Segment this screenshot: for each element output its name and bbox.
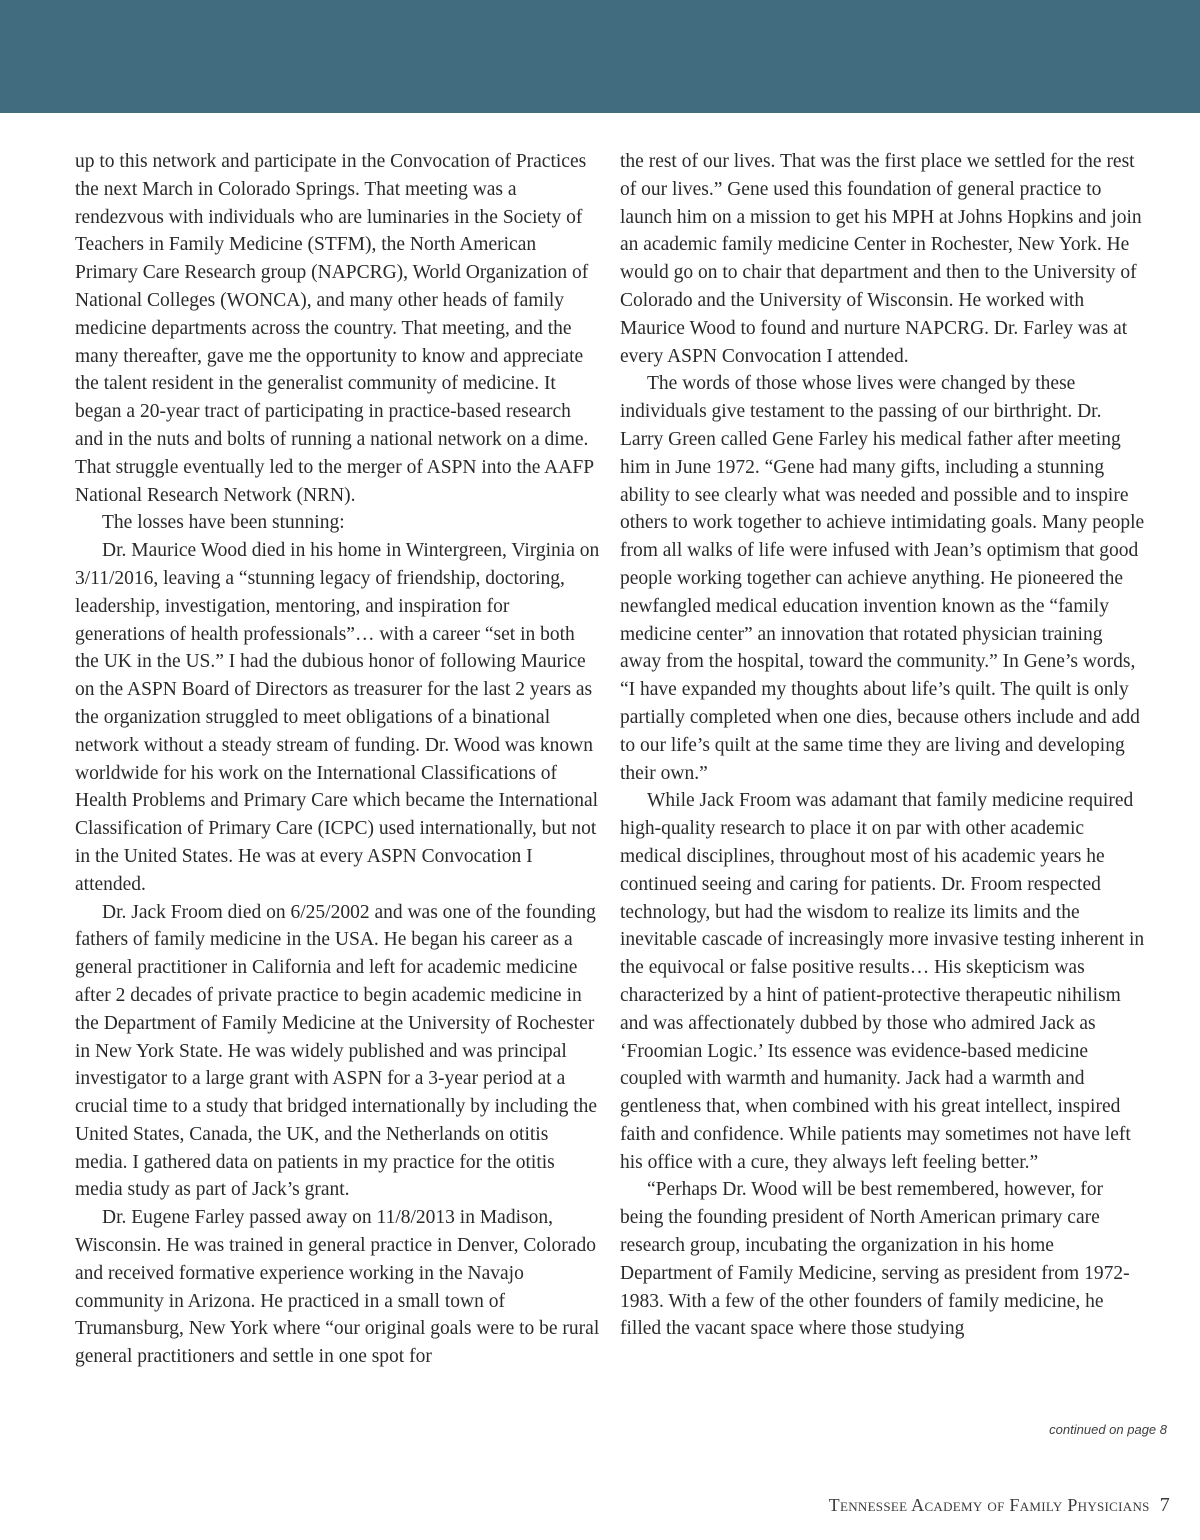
header-band (0, 0, 1200, 113)
continued-note: continued on page 8 (1049, 1422, 1167, 1437)
left-column (75, 148, 600, 1371)
page-footer (829, 1494, 1170, 1517)
paragraph: “Perhaps Dr. Wood will be best remembered, however, for being the founding president of North American primary care research group, incubating the organization in his home Department of Family Medicine, serving as president from 1972-1983. With a few of the other founders of family medicine, he filled the vacant space where those studying (620, 1179, 1130, 1340)
page-number: 7 (1159, 1494, 1170, 1516)
publication-name: Tennessee Academy of Family Physicians (828, 1495, 1150, 1515)
paragraph: The losses have been stunning: (102, 512, 345, 534)
paragraph: The words of those whose lives were changed by these individuals give testament to the passing of our birthright. Dr. Larry Green called Gene Farley his medical father after meeting him in June 1972. “Gene had many gifts, including a stunning ability to see clearly what was needed and possible and to inspire others to work together to achieve intimidating goals. Many people from all walks of life were infused with Jean’s optimism that good people working together can achieve anything. He pioneered the newfangled medical education invention known as the “family medicine center” an innovation that rotated physician training away from the hospital, toward the community.” In Gene’s words, “I have expanded my thoughts about life’s quilt. The quilt is only partially completed when one dies, because others include and add to our life’s quilt at the same time they are living and developing their own.” (620, 373, 1145, 784)
paragraph: Dr. Jack Froom died on 6/25/2002 and was one of the founding fathers of family medicine in the USA. He began his career as a general practitioner in California and left for academic medicine after 2 decades of private practice to begin academic medicine in the Department of Family Medicine at the University of Rochester in New York State. He was widely published and was principal investigator to a large grant with ASPN for a 3-year period at a crucial time to a study that bridged internationally by including the United States, Canada, the UK, and the Netherlands on otitis media. I gathered data on patients in my practice for the otitis media study as part of Jack’s grant. (75, 901, 598, 1201)
paragraph: the rest of our lives. That was the first place we settled for the rest of our lives.” Gene used this foundation of general practice to launch him on a mission to get his MPH at Johns Hopkins and join an academic family medicine Center in Rochester, New York. He would go on to chair that department and then to the University of Colorado and the University of Wisconsin. He worked with Maurice Wood to found and nurture NAPCRG. Dr. Farley was at every ASPN Convocation I attended. (620, 151, 1142, 367)
paragraph: Dr. Eugene Farley passed away on 11/8/2013 in Madison, Wisconsin. He was trained in general practice in Denver, Colorado and received formative experience working in the Navajo community in Arizona. He practiced in a small town of Trumansburg, New York where “our original goals were to be rural general practitioners and settle in one spot for (75, 1207, 600, 1368)
paragraph: up to this network and participate in the Convocation of Practices the next March in Colorado Springs. That meeting was a rendezvous with individuals who are luminaries in the Society of Teachers in Family Medicine (STFM), the North American Primary Care Research group (NAPCRG), World Organization of National Colleges (WONCA), and many other heads of family medicine departments across the country. That meeting, and the many thereafter, gave me the opportunity to know and appreciate the talent resident in the generalist community of medicine. It began a 20-year tract of participating in practice-based research and in the nuts and bolts of running a national network on a dime. That struggle eventually led to the merger of ASPN into the AAFP National Research Network (NRN). (75, 151, 594, 506)
right-column (620, 148, 1145, 1343)
paragraph: Dr. Maurice Wood died in his home in Wintergreen, Virginia on 3/11/2016, leaving a “stunning legacy of friendship, doctoring, leadership, investigation, mentoring, and inspiration for generations of health professionals”… with a career “set in both the UK in the US.” I had the dubious honor of following Maurice on the ASPN Board of Directors as treasurer for the last 2 years as the organization struggled to meet obligations of a binational network without a steady stream of funding. Dr. Wood was known worldwide for his work on the International Classifications of Health Problems and Primary Care which became the International Classification of Primary Care (ICPC) used internationally, but not in the United States. He was at every ASPN Convocation I attended. (75, 540, 600, 895)
paragraph: While Jack Froom was adamant that family medicine required high-quality research to place it on par with other academic medical disciplines, throughout most of his academic years he continued seeing and caring for patients. Dr. Froom respected technology, but had the wisdom to realize its limits and the inevitable cascade of increasingly more invasive testing inherent in the equivocal or false positive results… His skepticism was characterized by a hint of patient-protective therapeutic nihilism and was affectionately dubbed by those who admired Jack as ‘Froomian Logic.’ Its essence was evidence-based medicine coupled with warmth and humanity. Jack had a warmth and gentleness that, when combined with his great intellect, inspired faith and confidence. While patients may sometimes not have left his office with a cure, they always left feeling better.” (620, 790, 1145, 1173)
